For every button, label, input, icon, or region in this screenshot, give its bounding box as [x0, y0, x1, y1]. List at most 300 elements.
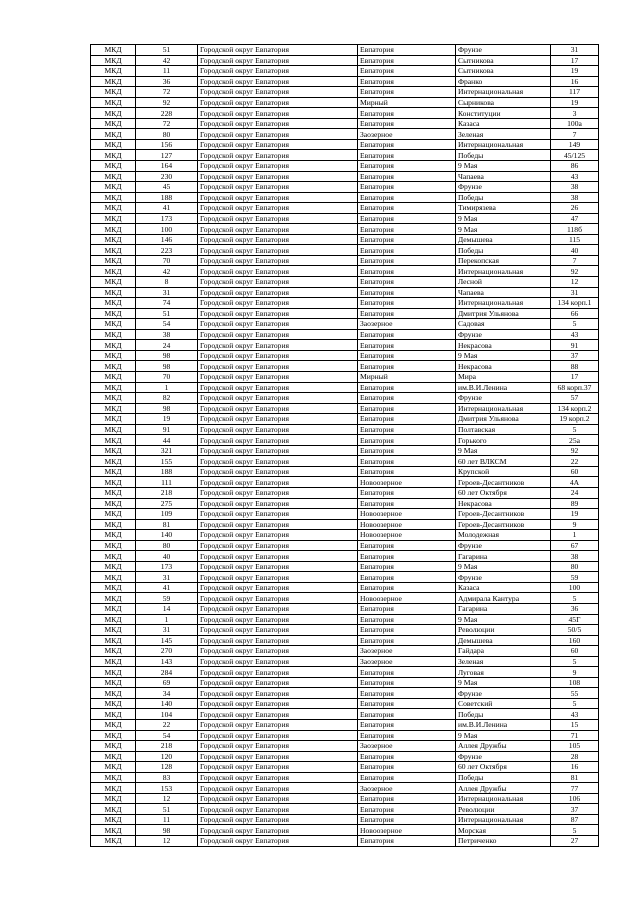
code-cell: 11	[136, 814, 198, 825]
settlement-cell: Евпатория	[358, 551, 456, 562]
building-type-cell: МКД	[91, 118, 136, 129]
building-type-cell: МКД	[91, 234, 136, 245]
settlement-cell: Евпатория	[358, 308, 456, 319]
settlement-cell: Заозерное	[358, 646, 456, 657]
house-number-cell: 43	[551, 709, 599, 720]
code-cell: 98	[136, 361, 198, 372]
building-type-cell: МКД	[91, 255, 136, 266]
code-cell: 70	[136, 255, 198, 266]
municipality-cell: Городской округ Евпатория	[198, 814, 358, 825]
table-row	[91, 540, 599, 551]
settlement-cell: Мирный	[358, 97, 456, 108]
building-type-cell: МКД	[91, 403, 136, 414]
house-number-cell: 19 корп.2	[551, 414, 599, 425]
municipality-cell: Городской округ Евпатория	[198, 382, 358, 393]
house-number-cell: 9	[551, 519, 599, 530]
street-cell: Дмитрия Ульянова	[456, 414, 551, 425]
code-cell: 44	[136, 435, 198, 446]
street-cell: Демышева	[456, 234, 551, 245]
street-cell: Победы	[456, 772, 551, 783]
street-cell: Некрасова	[456, 340, 551, 351]
street-cell: Интернациональная	[456, 266, 551, 277]
settlement-cell: Мирный	[358, 371, 456, 382]
municipality-cell: Городской округ Евпатория	[198, 677, 358, 688]
building-type-cell: МКД	[91, 487, 136, 498]
code-cell: 22	[136, 720, 198, 731]
building-type-cell: МКД	[91, 804, 136, 815]
building-type-cell: МКД	[91, 445, 136, 456]
code-cell: 72	[136, 118, 198, 129]
settlement-cell: Новоозерное	[358, 593, 456, 604]
municipality-cell: Городской округ Евпатория	[198, 403, 358, 414]
table-row	[91, 213, 599, 224]
municipality-cell: Городской округ Евпатория	[198, 371, 358, 382]
table-row	[91, 298, 599, 309]
code-cell: 51	[136, 45, 198, 56]
settlement-cell: Евпатория	[358, 139, 456, 150]
code-cell: 31	[136, 625, 198, 636]
table-row	[91, 403, 599, 414]
table-row	[91, 804, 599, 815]
building-type-cell: МКД	[91, 572, 136, 583]
settlement-cell: Евпатория	[358, 540, 456, 551]
house-number-cell: 40	[551, 245, 599, 256]
municipality-cell: Городской округ Евпатория	[198, 751, 358, 762]
street-cell: Полтавская	[456, 424, 551, 435]
street-cell: Фрунзе	[456, 393, 551, 404]
house-number-cell: 7	[551, 129, 599, 140]
house-number-cell: 77	[551, 783, 599, 794]
street-cell: Фрунзе	[456, 572, 551, 583]
code-cell: 45	[136, 182, 198, 193]
house-number-cell: 7	[551, 255, 599, 266]
municipality-cell: Городской округ Евпатория	[198, 519, 358, 530]
settlement-cell: Евпатория	[358, 614, 456, 625]
building-type-cell: МКД	[91, 814, 136, 825]
municipality-cell: Городской округ Евпатория	[198, 540, 358, 551]
code-cell: 140	[136, 698, 198, 709]
settlement-cell: Заозерное	[358, 656, 456, 667]
building-type-cell: МКД	[91, 656, 136, 667]
building-type-cell: МКД	[91, 287, 136, 298]
municipality-cell: Городской округ Евпатория	[198, 445, 358, 456]
street-cell: Зеленая	[456, 656, 551, 667]
building-type-cell: МКД	[91, 308, 136, 319]
settlement-cell: Евпатория	[358, 245, 456, 256]
house-number-cell: 26	[551, 203, 599, 214]
street-cell: Дмитрия Ульянова	[456, 308, 551, 319]
building-type-cell: МКД	[91, 393, 136, 404]
settlement-cell: Евпатория	[358, 361, 456, 372]
street-cell: Сырникова	[456, 97, 551, 108]
settlement-cell: Новоозерное	[358, 530, 456, 541]
table-row	[91, 319, 599, 330]
building-type-cell: МКД	[91, 350, 136, 361]
municipality-cell: Городской округ Евпатория	[198, 266, 358, 277]
street-cell: Сытникова	[456, 66, 551, 77]
code-cell: 188	[136, 466, 198, 477]
table-row	[91, 371, 599, 382]
building-type-cell: МКД	[91, 361, 136, 372]
code-cell: 51	[136, 804, 198, 815]
municipality-cell: Городской округ Евпатория	[198, 772, 358, 783]
table-row	[91, 509, 599, 520]
building-type-cell: МКД	[91, 709, 136, 720]
house-number-cell: 106	[551, 793, 599, 804]
house-number-cell: 100а	[551, 118, 599, 129]
table-row	[91, 192, 599, 203]
street-cell: Тимирязева	[456, 203, 551, 214]
code-cell: 111	[136, 477, 198, 488]
house-number-cell: 25а	[551, 435, 599, 446]
house-number-cell: 28	[551, 751, 599, 762]
street-cell: Фрунзе	[456, 540, 551, 551]
house-number-cell: 45/125	[551, 150, 599, 161]
street-cell: им.В.И.Ленина	[456, 720, 551, 731]
code-cell: 127	[136, 150, 198, 161]
table-row	[91, 277, 599, 288]
table-row	[91, 656, 599, 667]
code-cell: 321	[136, 445, 198, 456]
code-cell: 1	[136, 382, 198, 393]
settlement-cell: Евпатория	[358, 224, 456, 235]
house-number-cell: 115	[551, 234, 599, 245]
table-row	[91, 487, 599, 498]
street-cell: Сытникова	[456, 55, 551, 66]
settlement-cell: Евпатория	[358, 255, 456, 266]
settlement-cell: Евпатория	[358, 150, 456, 161]
code-cell: 153	[136, 783, 198, 794]
street-cell: Демышева	[456, 635, 551, 646]
municipality-cell: Городской округ Евпатория	[198, 667, 358, 678]
settlement-cell: Евпатория	[358, 572, 456, 583]
municipality-cell: Городской округ Евпатория	[198, 793, 358, 804]
building-type-cell: МКД	[91, 720, 136, 731]
house-number-cell: 31	[551, 287, 599, 298]
building-type-cell: МКД	[91, 171, 136, 182]
street-cell: им.В.И.Ленина	[456, 382, 551, 393]
table-row	[91, 118, 599, 129]
code-cell: 11	[136, 66, 198, 77]
code-cell: 72	[136, 87, 198, 98]
building-type-cell: МКД	[91, 414, 136, 425]
building-type-cell: МКД	[91, 203, 136, 214]
settlement-cell: Евпатория	[358, 393, 456, 404]
table-row	[91, 530, 599, 541]
house-number-cell: 5	[551, 424, 599, 435]
building-type-cell: МКД	[91, 340, 136, 351]
municipality-cell: Городской округ Евпатория	[198, 298, 358, 309]
building-type-cell: МКД	[91, 66, 136, 77]
street-cell: Лесной	[456, 277, 551, 288]
settlement-cell: Евпатория	[358, 298, 456, 309]
municipality-cell: Городской округ Евпатория	[198, 709, 358, 720]
house-number-cell: 67	[551, 540, 599, 551]
house-number-cell: 22	[551, 456, 599, 467]
settlement-cell: Евпатория	[358, 287, 456, 298]
table-row	[91, 97, 599, 108]
table-row	[91, 139, 599, 150]
settlement-cell: Евпатория	[358, 625, 456, 636]
building-type-cell: МКД	[91, 688, 136, 699]
settlement-cell: Евпатория	[358, 203, 456, 214]
street-cell: Франко	[456, 76, 551, 87]
code-cell: 270	[136, 646, 198, 657]
table-row	[91, 635, 599, 646]
table-row	[91, 625, 599, 636]
code-cell: 218	[136, 487, 198, 498]
municipality-cell: Городской округ Евпатория	[198, 340, 358, 351]
house-number-cell: 43	[551, 329, 599, 340]
building-type-cell: МКД	[91, 456, 136, 467]
municipality-cell: Городской округ Евпатория	[198, 361, 358, 372]
table-row	[91, 76, 599, 87]
table-row	[91, 150, 599, 161]
house-number-cell: 81	[551, 772, 599, 783]
house-number-cell: 108	[551, 677, 599, 688]
municipality-cell: Городской округ Евпатория	[198, 245, 358, 256]
house-number-cell: 87	[551, 814, 599, 825]
building-type-cell: МКД	[91, 129, 136, 140]
settlement-cell: Заозерное	[358, 741, 456, 752]
municipality-cell: Городской округ Евпатория	[198, 804, 358, 815]
settlement-cell: Заозерное	[358, 319, 456, 330]
building-type-cell: МКД	[91, 213, 136, 224]
municipality-cell: Городской округ Евпатория	[198, 741, 358, 752]
settlement-cell: Евпатория	[358, 234, 456, 245]
street-cell: 9 Мая	[456, 224, 551, 235]
building-type-cell: МКД	[91, 245, 136, 256]
house-number-cell: 24	[551, 487, 599, 498]
municipality-cell: Городской округ Евпатория	[198, 277, 358, 288]
house-number-cell: 4А	[551, 477, 599, 488]
municipality-cell: Городской округ Евпатория	[198, 603, 358, 614]
municipality-cell: Городской округ Евпатория	[198, 55, 358, 66]
code-cell: 91	[136, 424, 198, 435]
municipality-cell: Городской округ Евпатория	[198, 698, 358, 709]
table-row	[91, 772, 599, 783]
table-row	[91, 414, 599, 425]
code-cell: 41	[136, 582, 198, 593]
street-cell: Героев-Десантников	[456, 519, 551, 530]
building-type-cell: МКД	[91, 783, 136, 794]
house-number-cell: 71	[551, 730, 599, 741]
table-row	[91, 730, 599, 741]
building-type-cell: МКД	[91, 603, 136, 614]
table-row	[91, 836, 599, 847]
street-cell: Интернациональная	[456, 403, 551, 414]
table-row	[91, 709, 599, 720]
street-cell: Чапаева	[456, 171, 551, 182]
house-number-cell: 68 корп.37	[551, 382, 599, 393]
code-cell: 164	[136, 161, 198, 172]
building-type-cell: МКД	[91, 772, 136, 783]
settlement-cell: Евпатория	[358, 192, 456, 203]
table-row	[91, 825, 599, 836]
building-type-cell: МКД	[91, 793, 136, 804]
house-number-cell: 5	[551, 698, 599, 709]
settlement-cell: Евпатория	[358, 762, 456, 773]
code-cell: 54	[136, 730, 198, 741]
house-number-cell: 60	[551, 466, 599, 477]
house-number-cell: 100	[551, 582, 599, 593]
settlement-cell: Евпатория	[358, 456, 456, 467]
table-row	[91, 435, 599, 446]
house-number-cell: 47	[551, 213, 599, 224]
building-type-cell: МКД	[91, 319, 136, 330]
house-number-cell: 117	[551, 87, 599, 98]
table-row	[91, 466, 599, 477]
building-type-cell: МКД	[91, 825, 136, 836]
street-cell: Молодежная	[456, 530, 551, 541]
table-row	[91, 393, 599, 404]
code-cell: 12	[136, 836, 198, 847]
building-type-cell: МКД	[91, 582, 136, 593]
building-type-cell: МКД	[91, 139, 136, 150]
code-cell: 109	[136, 509, 198, 520]
table-row	[91, 720, 599, 731]
street-cell: Адмирала Кантура	[456, 593, 551, 604]
street-cell: Фрунзе	[456, 751, 551, 762]
code-cell: 36	[136, 76, 198, 87]
house-number-cell: 105	[551, 741, 599, 752]
settlement-cell: Евпатория	[358, 445, 456, 456]
table-row	[91, 255, 599, 266]
house-number-cell: 45Г	[551, 614, 599, 625]
settlement-cell: Евпатория	[358, 804, 456, 815]
table-row	[91, 614, 599, 625]
table-body	[91, 45, 599, 847]
code-cell: 173	[136, 213, 198, 224]
municipality-cell: Городской округ Евпатория	[198, 435, 358, 446]
settlement-cell: Евпатория	[358, 772, 456, 783]
municipality-cell: Городской округ Евпатория	[198, 350, 358, 361]
code-cell: 98	[136, 350, 198, 361]
settlement-cell: Евпатория	[358, 182, 456, 193]
code-cell: 146	[136, 234, 198, 245]
settlement-cell: Евпатория	[358, 667, 456, 678]
settlement-cell: Евпатория	[358, 350, 456, 361]
building-type-cell: МКД	[91, 97, 136, 108]
municipality-cell: Городской округ Евпатория	[198, 762, 358, 773]
municipality-cell: Городской округ Евпатория	[198, 414, 358, 425]
building-type-cell: МКД	[91, 519, 136, 530]
street-cell: Горького	[456, 435, 551, 446]
street-cell: Героев-Десантников	[456, 509, 551, 520]
settlement-cell: Евпатория	[358, 329, 456, 340]
settlement-cell: Заозерное	[358, 783, 456, 794]
municipality-cell: Городской округ Евпатория	[198, 688, 358, 699]
house-number-cell: 88	[551, 361, 599, 372]
settlement-cell: Евпатория	[358, 277, 456, 288]
house-number-cell: 92	[551, 445, 599, 456]
settlement-cell: Евпатория	[358, 677, 456, 688]
settlement-cell: Заозерное	[358, 129, 456, 140]
street-cell: 9 Мая	[456, 561, 551, 572]
table-row	[91, 171, 599, 182]
street-cell: Гайдара	[456, 646, 551, 657]
code-cell: 155	[136, 456, 198, 467]
code-cell: 59	[136, 593, 198, 604]
building-type-cell: МКД	[91, 477, 136, 488]
house-number-cell: 36	[551, 603, 599, 614]
municipality-cell: Городской округ Евпатория	[198, 551, 358, 562]
street-cell: 9 Мая	[456, 677, 551, 688]
building-type-cell: МКД	[91, 498, 136, 509]
municipality-cell: Городской округ Евпатория	[198, 287, 358, 298]
settlement-cell: Евпатория	[358, 382, 456, 393]
municipality-cell: Городской округ Евпатория	[198, 720, 358, 731]
house-number-cell: 118б	[551, 224, 599, 235]
settlement-cell: Евпатория	[358, 403, 456, 414]
house-number-cell: 5	[551, 593, 599, 604]
municipality-cell: Городской округ Евпатория	[198, 625, 358, 636]
building-type-cell: МКД	[91, 614, 136, 625]
table-row	[91, 561, 599, 572]
table-row	[91, 329, 599, 340]
code-cell: 51	[136, 308, 198, 319]
house-number-cell: 9	[551, 667, 599, 678]
table-row	[91, 361, 599, 372]
house-number-cell: 60	[551, 646, 599, 657]
street-cell: Петриченко	[456, 836, 551, 847]
building-type-cell: МКД	[91, 329, 136, 340]
street-cell: Гагарина	[456, 551, 551, 562]
building-type-cell: МКД	[91, 530, 136, 541]
table-row	[91, 129, 599, 140]
street-cell: 60 лет Октября	[456, 762, 551, 773]
table-row	[91, 762, 599, 773]
house-number-cell: 50/5	[551, 625, 599, 636]
settlement-cell: Евпатория	[358, 424, 456, 435]
code-cell: 218	[136, 741, 198, 752]
settlement-cell: Новоозерное	[358, 519, 456, 530]
code-cell: 70	[136, 371, 198, 382]
municipality-cell: Городской округ Евпатория	[198, 498, 358, 509]
street-cell: Интернациональная	[456, 814, 551, 825]
municipality-cell: Городской округ Евпатория	[198, 213, 358, 224]
municipality-cell: Городской округ Евпатория	[198, 509, 358, 520]
building-type-cell: МКД	[91, 266, 136, 277]
code-cell: 83	[136, 772, 198, 783]
settlement-cell: Евпатория	[358, 836, 456, 847]
municipality-cell: Городской округ Евпатория	[198, 393, 358, 404]
settlement-cell: Евпатория	[358, 603, 456, 614]
building-type-cell: МКД	[91, 224, 136, 235]
municipality-cell: Городской округ Евпатория	[198, 825, 358, 836]
municipality-cell: Городской округ Евпатория	[198, 730, 358, 741]
table-row	[91, 340, 599, 351]
table-row	[91, 519, 599, 530]
street-cell: Советский	[456, 698, 551, 709]
table-row	[91, 498, 599, 509]
settlement-cell: Евпатория	[358, 730, 456, 741]
settlement-cell: Евпатория	[358, 45, 456, 56]
building-type-cell: МКД	[91, 646, 136, 657]
building-type-cell: МКД	[91, 55, 136, 66]
housing-register-table	[90, 44, 599, 847]
street-cell: Интернациональная	[456, 87, 551, 98]
settlement-cell: Евпатория	[358, 487, 456, 498]
house-number-cell: 37	[551, 350, 599, 361]
settlement-cell: Евпатория	[358, 466, 456, 477]
house-number-cell: 38	[551, 192, 599, 203]
table-row	[91, 266, 599, 277]
code-cell: 14	[136, 603, 198, 614]
street-cell: Революции	[456, 804, 551, 815]
street-cell: Революции	[456, 625, 551, 636]
code-cell: 80	[136, 129, 198, 140]
